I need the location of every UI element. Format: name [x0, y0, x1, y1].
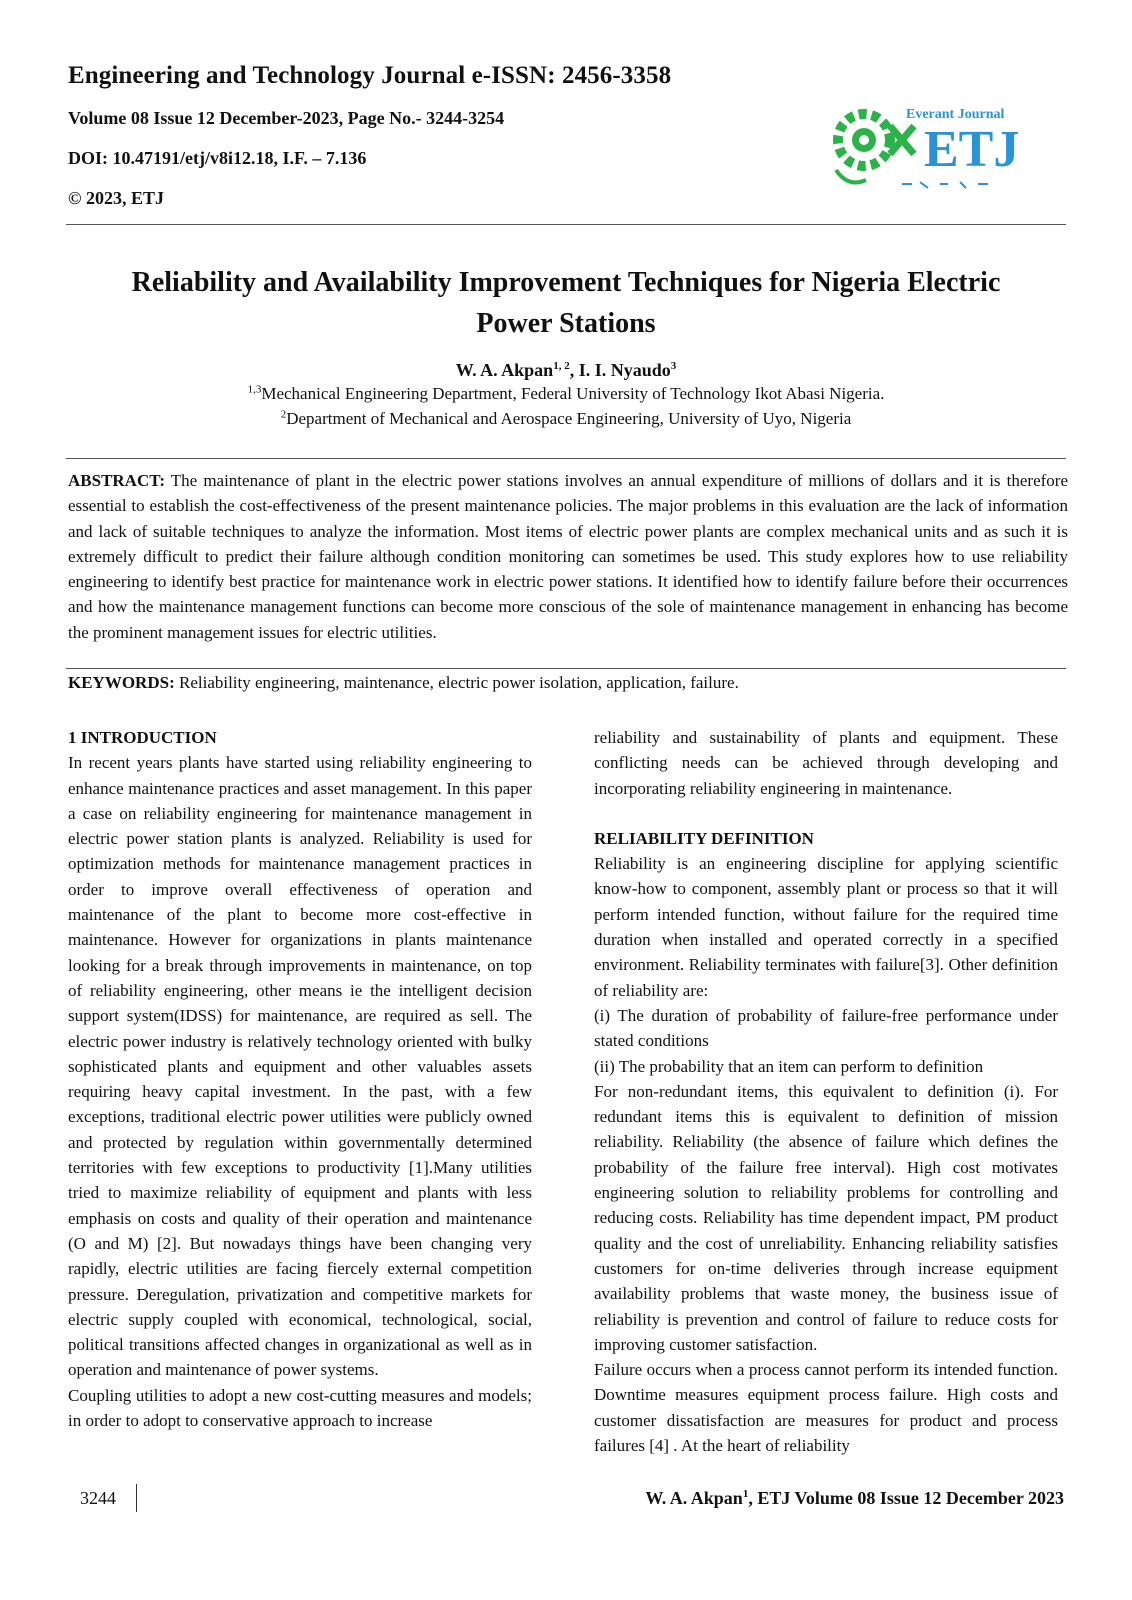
right-column: [594, 725, 1058, 1458]
logo-caption: Everant Journal: [906, 107, 1005, 122]
abstract-bottom-rule: [66, 668, 1066, 669]
author-1: W. A. Akpan: [455, 360, 554, 380]
journal-title: Engineering and Technology Journal e-ISSN: 2456-3358: [68, 62, 672, 89]
paper-title: Reliability and Availability Improvement Techniques for Nigeria Electric Power Stations: [131, 267, 1001, 339]
intro-paragraph: Coupling utilities to adopt a new cost-cutting measures and models; in order to adopt to conservative approach to increase: [68, 1385, 532, 1431]
author-2: I. I. Nyaudo: [578, 360, 671, 380]
intro-paragraph: In recent years plants have started using reliability engineering to enhance maintenance practices and asset management. In this paper a case on reliability engineering for maintenance management in electric power station plants is analyzed. Reliability is used for optimization methods for maintenance management practices in order to improve overall effectiveness of operation and maintenance of the plant to become more cost-effective in maintenance. However for organizations in plants maintenance looking for a break through improvements in maintenance, on top of reliability engineering, other means ie the intelligent decision support system(IDSS) for maintenance, are required as sell. The electric power industry is relatively technology oriented with bulky sophisticated plants and equipment and other valuables assets requiring heavy capital investment. In the past, with a few exceptions, traditional electric power utilities were publicly owned and protected by regulation within governmentally determined territories with few exceptions to productivity [1].Many utilities tried to maximize reliability of equipment and plants with less emphasis on costs and quality of their operation and maintenance (O and M) [2]. But nowadays things have been changing very rapidly, electric utilities are facing fiercely external competition pressure. Deregulation, privatization and competitive markets for electric supply coupled with economical, technological, social, political transitions affected changes in organizational as well as in operation and maintenance of power systems.: [68, 753, 532, 1380]
copyright: © 2023, ETJ: [68, 188, 164, 208]
volume-info: Volume 08 Issue 12 December-2023, Page No.- 3244-3254: [68, 108, 505, 128]
section-heading-reliability: RELIABILITY DEFINITION: [594, 828, 814, 848]
logo-letters: ETJ: [924, 121, 1020, 178]
keywords: KEYWORDS: Reliability engineering, maintenance, electric power isolation, application, failure.: [68, 673, 739, 692]
continued-paragraph: reliability and sustainability of plants and equipment. These conflicting needs can be achieved through developing and incorporating reliability engineering in maintenance.: [594, 728, 1058, 798]
failure-paragraph: Failure occurs when a process cannot perform its intended function. Downtime measures equipment process failure. High costs and customer dissatisfaction are measures for product and process failures [4] . At the heart of reliability: [594, 1360, 1058, 1456]
reliability-paragraph: For non-redundant items, this equivalent to definition (i). For redundant items this is equivalent to definition of mission reliability. Reliability (the absence of failure which defines the probability of the failure free interval). High cost motivates engineering solution to reliability problems for controlling and reducing costs. Reliability has time dependent impact, PM product quality and the cost of unreliability. Enhancing reliability satisfies customers for on-time deliveries through increase equipment availability problems that waste money, the business issue of reliability is prevention and control of failure to reduce costs for improving customer satisfaction.: [594, 1081, 1058, 1354]
footer-divider: [136, 1484, 137, 1512]
affiliation-1: $^{1,3}$Mechanical Engineering Department, Federal University of Technology Ikot Abasi Nigeria.: [247, 383, 885, 403]
left-column: [68, 725, 532, 1433]
gear-logo-icon: [828, 96, 1038, 200]
abstract-top-rule: [66, 458, 1066, 459]
header-divider: [66, 224, 1066, 225]
journal-header: [68, 62, 768, 228]
running-citation: W. A. Akpan$^1$, ETJ Volume 08 Issue 12 December 2023: [645, 1488, 1064, 1508]
section-heading-introduction: 1 INTRODUCTION: [68, 728, 217, 747]
definition-item: (i) The duration of probability of failure-free performance under stated conditions: [594, 1005, 1058, 1051]
etj-logo: [828, 96, 1038, 200]
authors: W. A. Akpan$^{1, 2}$, I. I. Nyaudo$^3$: [455, 360, 677, 380]
doi-info: DOI: 10.47191/etj/v8i12.18, I.F. – 7.136: [68, 148, 367, 168]
page-number: 3244: [80, 1488, 116, 1508]
definition-item: (ii) The probability that an item can perform to definition: [594, 1056, 984, 1076]
abstract: ABSTRACT: The maintenance of plant in the electric power stations involves an annual expenditure of millions of dollars and it is therefore essential to establish the cost-effectiveness of the present maintenance policies. The major problems in this evaluation are the lack of information and lack of suitable techniques to analyze the information. Most items of electric power plants are complex mechanical units and as such it is extremely difficult to predict their failure although condition monitoring can sometimes be used. This study explores how to use reliability engineering to identify best practice for maintenance work in electric power stations. It identified how to identify failure before their occurrences and how the maintenance management functions can become more conscious of the sole of maintenance management in enhancing has become the prominent management issues for electric utilities.: [68, 471, 1068, 642]
reliability-paragraph: Reliability is an engineering discipline for applying scientific know-how to component, assembly plant or process so that it will perform intended function, without failure for the required time duration when installed and operated correctly in a specified environment. Reliability terminates with failure[3]. Other definition of reliability are:: [594, 854, 1058, 1000]
affiliation-2: $^2$Department of Mechanical and Aerospace Engineering, University of Uyo, Nigeria: [280, 408, 852, 428]
